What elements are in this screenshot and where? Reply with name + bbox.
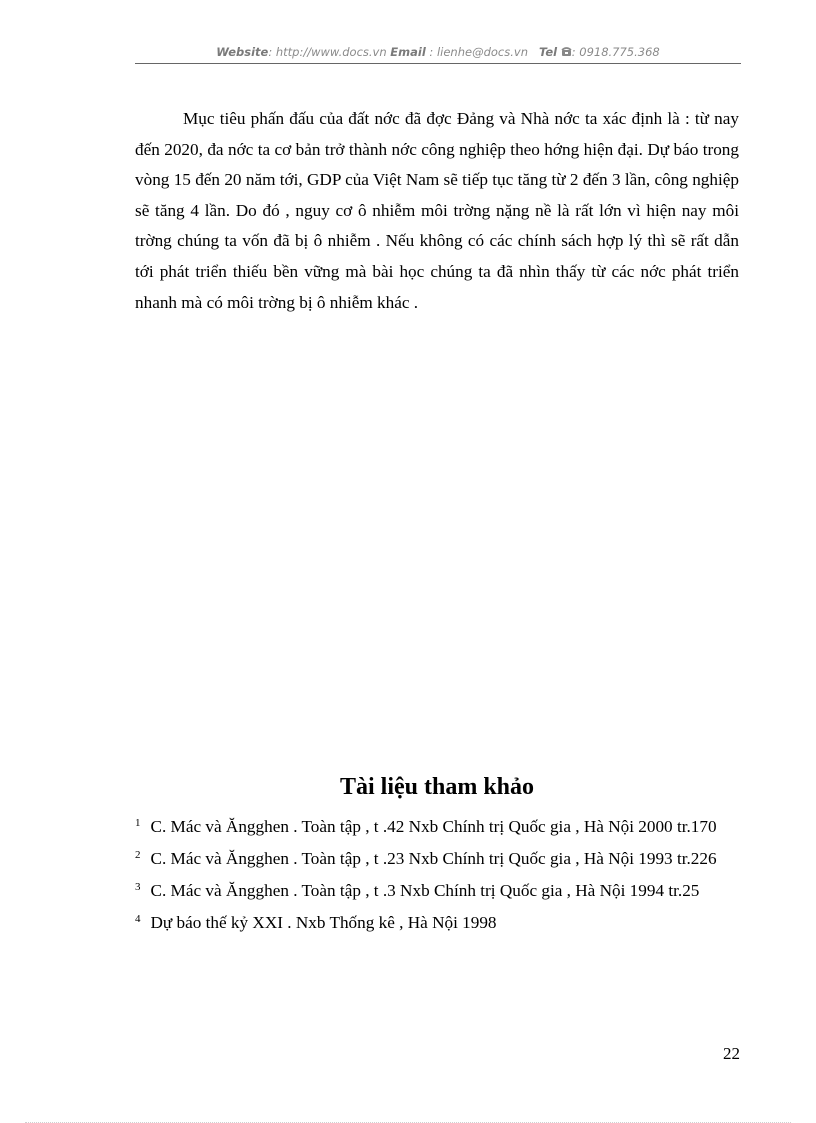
reference-item xyxy=(135,841,739,873)
footnote-number: 3 xyxy=(135,881,141,893)
reference-item xyxy=(135,905,739,937)
references-list xyxy=(135,809,739,937)
phone-icon xyxy=(561,46,572,60)
reference-text: Dự báo thế kỷ XXI . Nxb Thống kê , Hà Nội 1998 xyxy=(150,913,497,932)
reference-text: C. Mác và Ăngghen . Toàn tập , t .3 Nxb Chính trị Quốc gia , Hà Nội 1994 tr.25 xyxy=(150,881,700,900)
reference-item xyxy=(135,809,739,841)
reference-item xyxy=(135,873,739,905)
email-value: : lienhe@docs.vn xyxy=(425,45,528,59)
footnote-number: 4 xyxy=(135,913,141,925)
references-title: Tài liệu tham khảo xyxy=(339,774,535,800)
body-paragraph: Mục tiêu phấn đấu của đất nớc đã đợc Đảng và Nhà nớc ta xác định là : từ nay đến 2020, đa nớc ta cơ bản trở thành nớc công nghiệp theo hớng hiện đại. Dự báo trong vòng 15 đến 20 năm tới, GDP của Việt Nam sẽ tiếp tục tăng từ 2 đến 3 lần, công nghiệp sẽ tăng 4 lần. Do đó , nguy cơ ô nhiễm môi trờng nặng nề là rất lớn vì hiện nay môi trờng chúng ta vốn đã bị ô nhiễm . Nếu không có các chính sách hợp lý thì sẽ rất dẫn tới phát triển thiếu bền vững mà bài học chúng ta đã nhìn thấy từ các nớc phát triển nhanh mà có môi trờng bị ô nhiễm khác . xyxy=(135,109,739,312)
reference-text: C. Mác và Ăngghen . Toàn tập , t .23 Nxb Chính trị Quốc gia , Hà Nội 1993 tr.226 xyxy=(150,849,717,868)
website-value: : http://www.docs.vn xyxy=(268,45,387,59)
tel-value: : 0918.775.368 xyxy=(571,45,660,59)
footnote-number: 2 xyxy=(135,849,141,861)
reference-text: C. Mác và Ăngghen . Toàn tập , t .42 Nxb Chính trị Quốc gia , Hà Nội 2000 tr.170 xyxy=(150,817,717,836)
header-divider xyxy=(135,63,741,64)
website-label: Website xyxy=(216,45,269,59)
tel-label: Tel xyxy=(538,45,558,59)
footnote-number: 1 xyxy=(135,817,141,829)
email-label: Email xyxy=(390,45,426,59)
page-number: 22 xyxy=(723,1044,740,1063)
page-header xyxy=(135,45,741,63)
